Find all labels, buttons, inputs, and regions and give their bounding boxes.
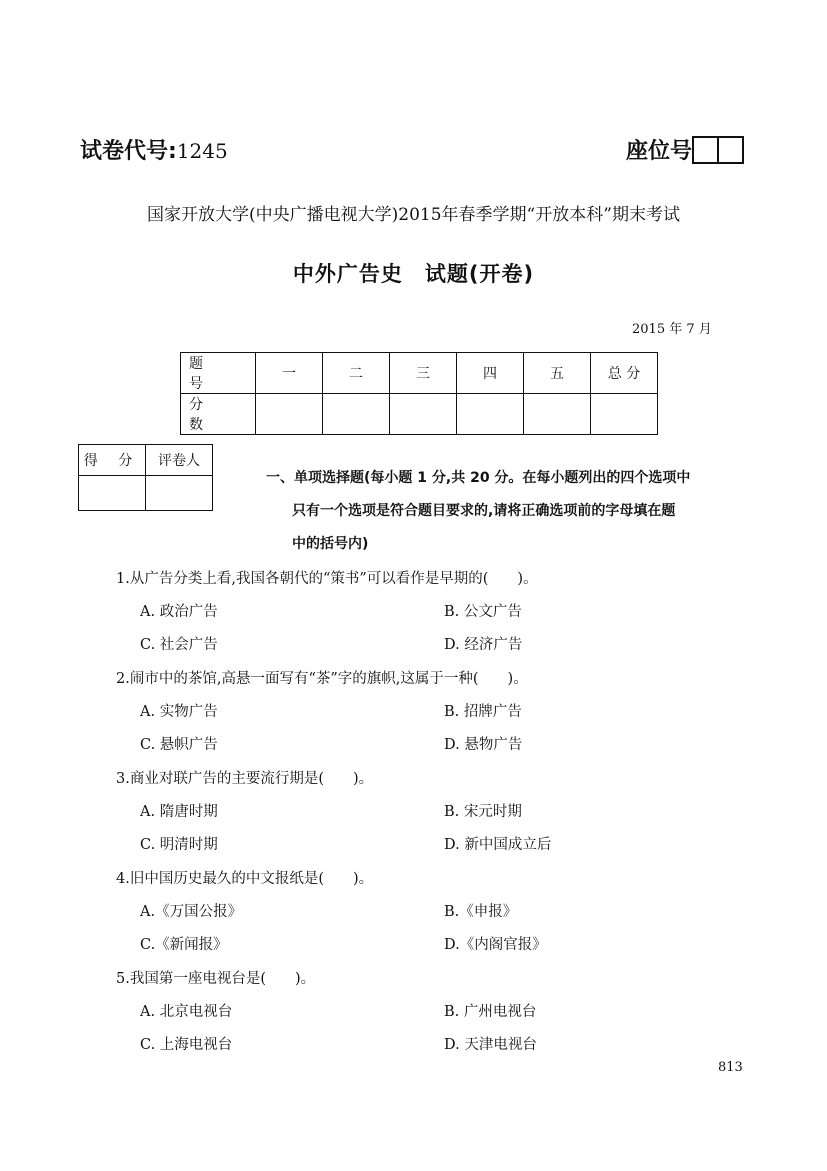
question-stem: 2.闹市中的茶馆,高悬一面写有“茶”字的旗帜,这属于一种( )。 [116,671,528,687]
option-c: C.《新闻报》 [140,937,228,953]
paper-title: 中外广告史 试题(开卷) [292,262,535,286]
grader-score-cell[interactable] [79,476,146,511]
option-a: A. 政治广告 [140,604,218,620]
option-a: A. 北京电视台 [140,1004,233,1020]
exam-date: 2015 年 7 月 [632,322,712,337]
exam-code-value: 1245 [176,139,228,163]
option-c: C. 明清时期 [140,837,218,853]
exam-title: 国家开放大学(中央广播电视大学)2015年春季学期“开放本科”期末考试 [147,205,680,225]
option-b: B. 广州电视台 [444,1004,537,1020]
option-a: A.《万国公报》 [140,904,243,920]
option-d: D.《内阁官报》 [444,937,547,953]
score-table-header-row [181,353,658,394]
section-instructions-line2: 只有一个选项是符合题目要求的,请将正确选项前的字母填在题 [292,503,676,519]
score-row-label: 分 数 [181,394,256,435]
seat-box-1[interactable] [692,136,719,164]
option-c: C. 上海电视台 [140,1037,233,1053]
score-header-cell: 题 号 [181,353,256,394]
score-cell[interactable] [390,394,457,435]
exam-code [80,134,228,165]
score-cell[interactable] [323,394,390,435]
score-header-cell: 四 [457,353,524,394]
option-b: B. 公文广告 [444,604,522,620]
seat-box-2[interactable] [717,136,744,164]
grader-table [78,444,213,511]
score-header-cell: 五 [524,353,591,394]
section-instructions-line3: 中的括号内) [292,536,369,552]
question-stem: 5.我国第一座电视台是( )。 [116,971,316,987]
score-cell[interactable] [457,394,524,435]
seat-number-label: 座位号 [626,139,693,164]
option-b: B. 宋元时期 [444,804,522,820]
score-header-cell: 二 [323,353,390,394]
option-c: C. 悬帜广告 [140,737,218,753]
score-table [180,352,658,435]
score-header-cell: 一 [256,353,323,394]
option-d: D. 新中国成立后 [444,837,552,853]
score-cell[interactable] [524,394,591,435]
question-stem: 3.商业对联广告的主要流行期是( )。 [116,771,374,787]
seat-number-boxes [694,136,744,164]
option-d: D. 天津电视台 [444,1037,537,1053]
score-header-cell: 三 [390,353,457,394]
page-number: 813 [718,1060,743,1075]
option-d: D. 经济广告 [444,637,523,653]
score-cell[interactable] [256,394,323,435]
section-instructions [266,462,766,561]
exam-code-label: 试卷代号: [80,139,177,164]
grader-score-label: 得 分 [79,445,146,476]
section-instructions-line1: 一、单项选择题(每小题 1 分,共 20 分。在每小题列出的四个选项中 [266,470,691,486]
option-c: C. 社会广告 [140,637,218,653]
option-a: A. 隋唐时期 [140,804,218,820]
option-a: A. 实物广告 [140,704,218,720]
option-b: B. 招牌广告 [444,704,522,720]
question-stem: 1.从广告分类上看,我国各朝代的“策书”可以看作是早期的( )。 [116,571,538,587]
option-d: D. 悬物广告 [444,737,523,753]
grader-name-cell[interactable] [146,476,213,511]
option-b: B.《申报》 [444,904,518,920]
score-table-score-row [181,394,658,435]
question-stem: 4.旧中国历史最久的中文报纸是( )。 [116,871,374,887]
score-header-cell: 总 分 [591,353,658,394]
score-cell[interactable] [591,394,658,435]
seat-number [626,134,744,165]
grader-name-label: 评卷人 [146,445,213,476]
